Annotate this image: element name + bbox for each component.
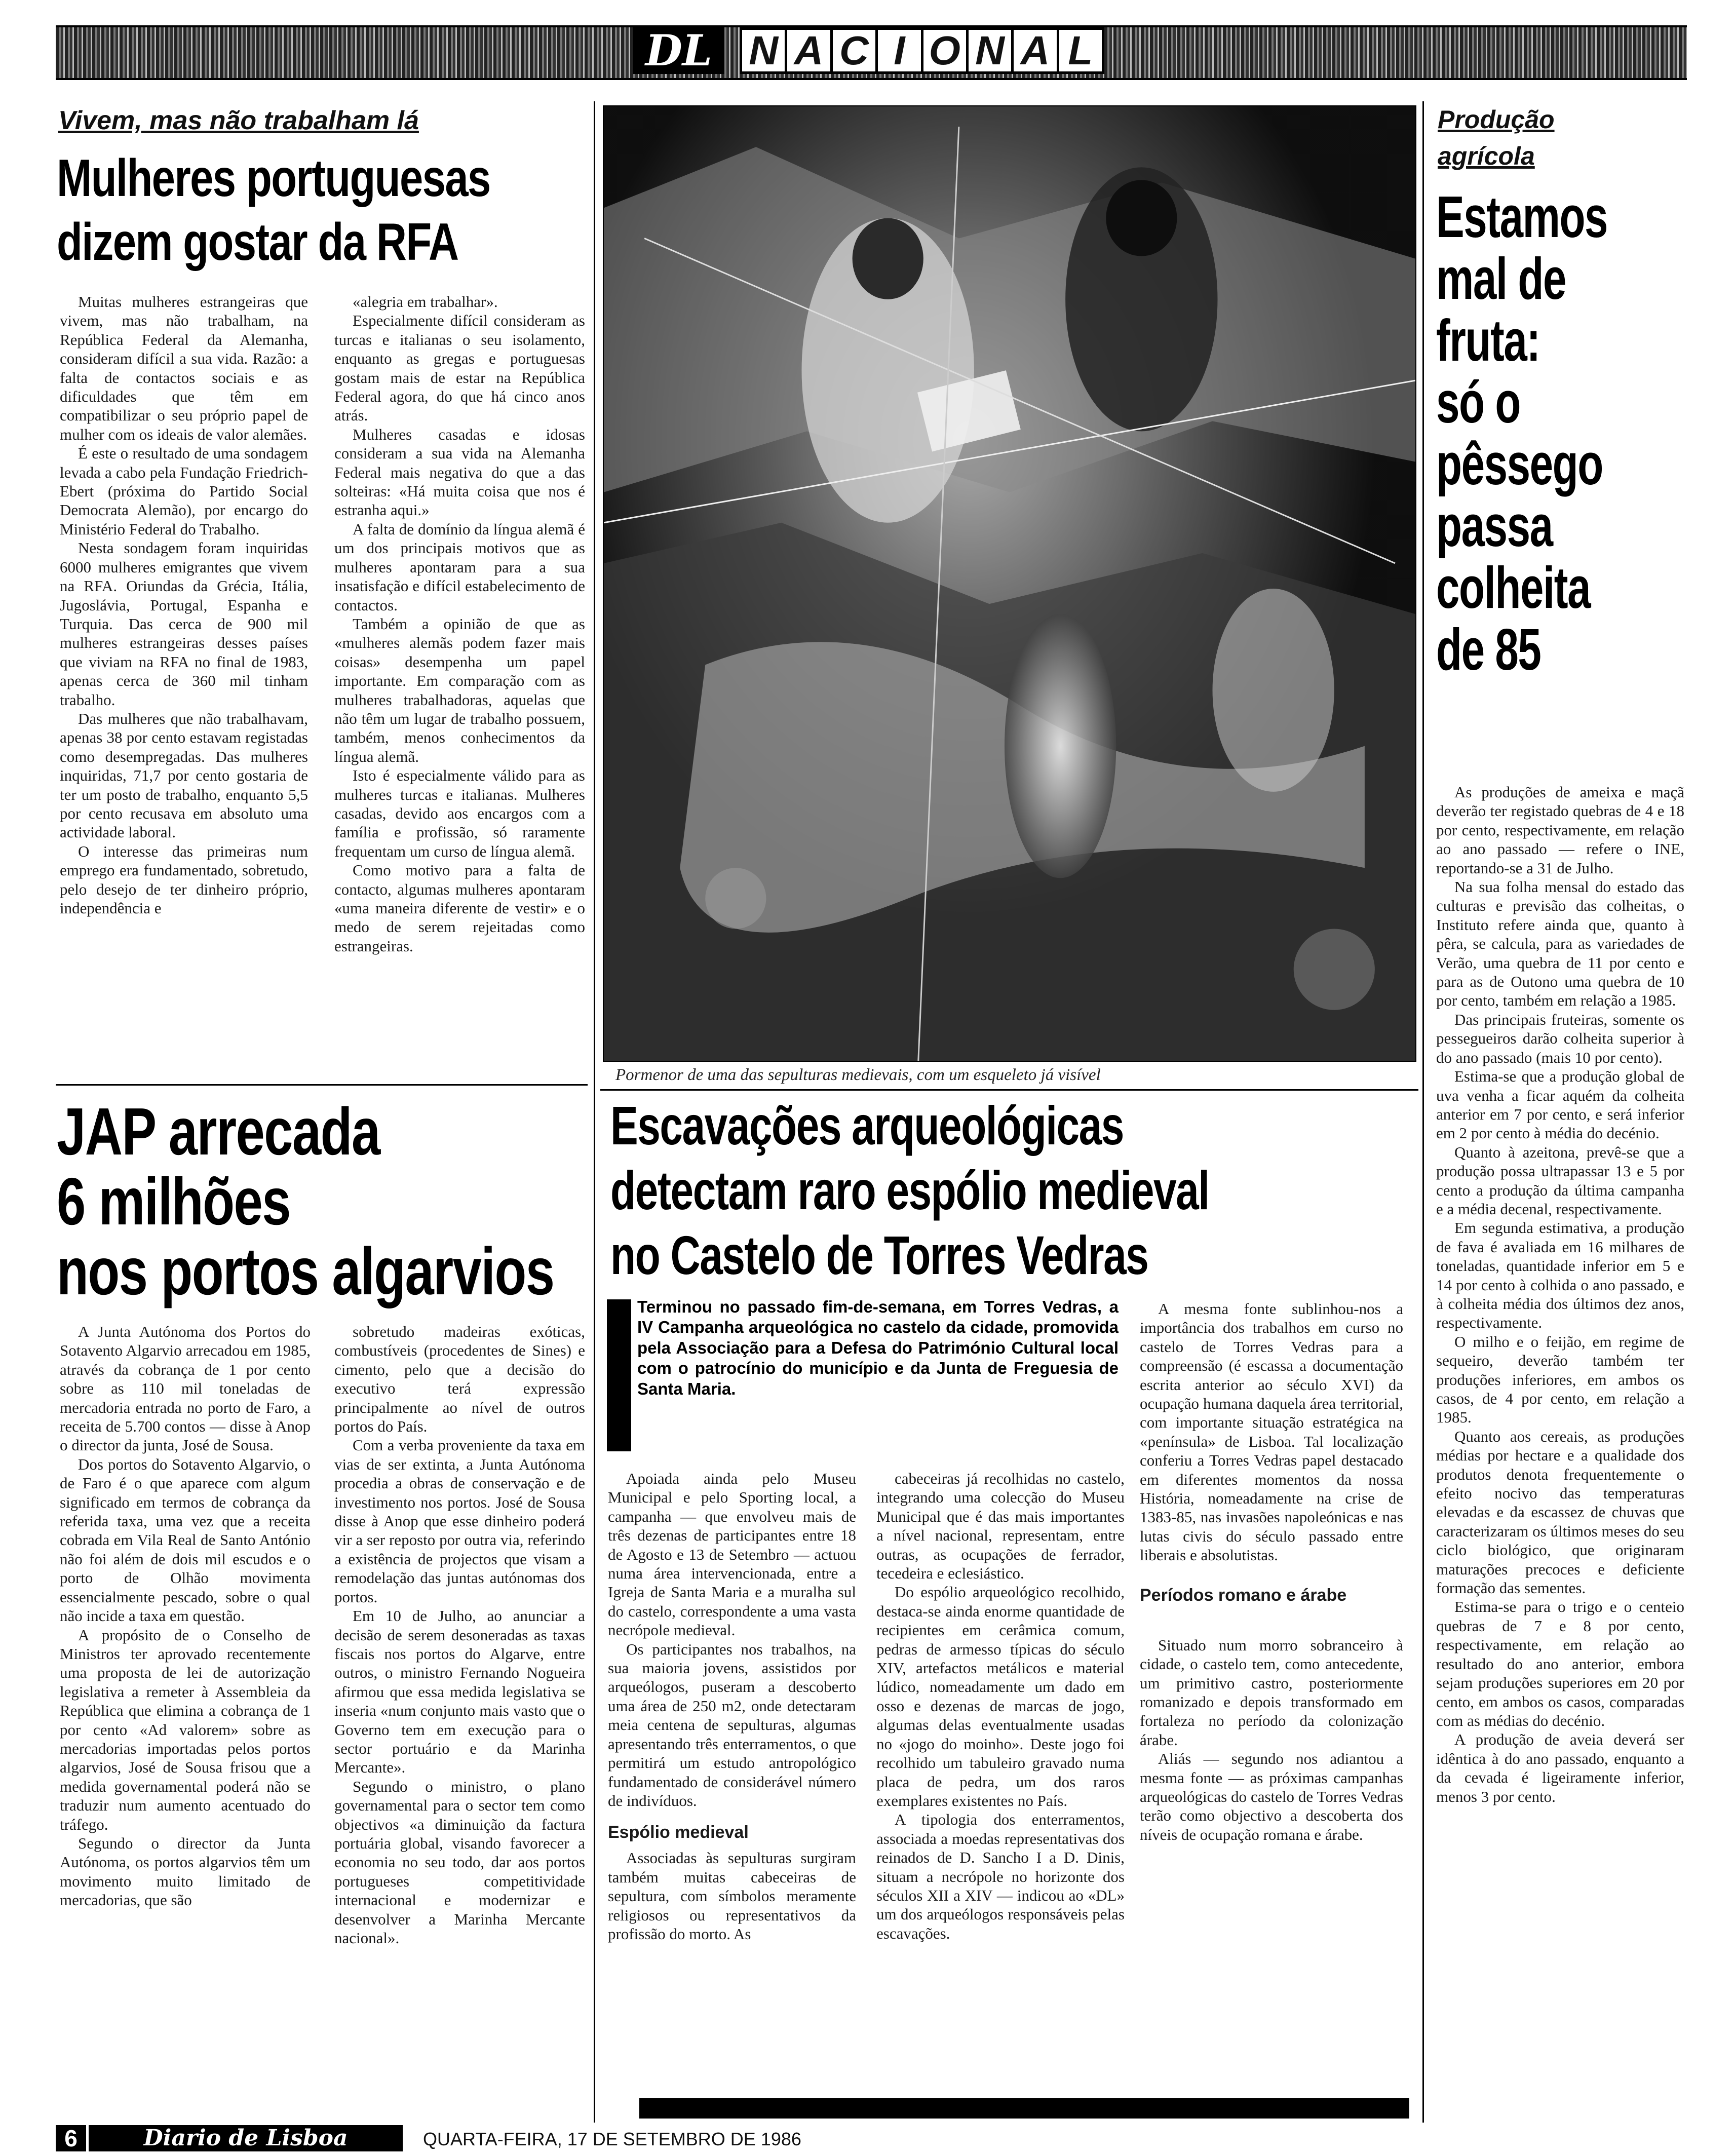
paragraph: Os participantes nos trabalhos, na sua maioria jovens, assistidos por arqueólogos, puseram a descoberto uma área de 250 m2, onde detectaram meia centena de sepulturas, algumas apresentando três enterramentos, o que permitirá um estudo antropológico fundamentado de considerável número de indivíduos. xyxy=(608,1640,856,1809)
rfa-column-2 xyxy=(334,292,585,1067)
paragraph: Quanto aos cereais, as produções médias por hectare e a qualidade dos produtos denota frequentemente o efeito nocivo das temperaturas elevadas e da escassez de chuvas que caracterizaram os últimos meses do seu ciclo biológico, que originaram maturações precoces e deficiente formação das sementes. xyxy=(1436,1427,1684,1597)
jap-headline-line: JAP arrecada xyxy=(57,1094,380,1169)
rfa-headline-line: Mulheres portuguesas xyxy=(57,149,490,208)
paragraph: Em 10 de Julho, ao anunciar a decisão de serem desoneradas as taxas fiscais nos portos do Algarve, entre outros, o ministro Fernando Nogueira afirmou que essa medida legislativa se inseria «num conjunto mais vasto que o Governo tem em execução para o sector portuário e da Marinha Mercante». xyxy=(334,1607,585,1777)
escavacoes-headline-line: no Castelo de Torres Vedras xyxy=(610,1224,1148,1286)
paragraph: A produção de aveia deverá ser idêntica à do ano passado, enquanto a da cevada é ligeiramente inferior, menos 3 por cento. xyxy=(1436,1730,1684,1805)
paragraph: cabeceiras já recolhidas no castelo, integrando uma colecção do Museu Municipal que é das mais importantes a nível nacional, representam, entre outras, as ocupações de ferrador, tecedeira e eclesiástico. xyxy=(876,1470,1125,1583)
fruta-kicker xyxy=(1438,101,1555,174)
escavacoes-headline xyxy=(610,1095,1209,1286)
paragraph: Do espólio arqueológico recolhido, destaca-se ainda enorme quantidade de recipientes em cerâmica comum, pedras de armesso típicas do século XIV, artefactos metálicos e material lúdico, nomeadamente um dado em osso e dezenas de marcas de jogo, algumas delas eventualmente usadas no «jogo do moinho». Deste jogo foi recolhido um tabuleiro gravado numa placa de pedra, um dos raros exemplares existentes no País. xyxy=(876,1583,1125,1809)
jap-headline-line: 6 milhões xyxy=(57,1164,290,1239)
fruta-column xyxy=(1436,783,1684,2120)
paragraph: As produções de ameixa e maçã deverão ter registado quebras de 4 e 18 por cento, respectivamente, em relação ao ano passado — refere o INE, reportando-se a 31 de Julho. xyxy=(1436,783,1684,877)
section-letter: N xyxy=(742,30,787,71)
paragraph: Situado num morro sobranceiro à cidade, o castelo tem, como antecedente, um primitivo castro, posteriormente romanizado e depois transformado em fortaleza no período da colonização árabe. xyxy=(1140,1636,1403,1749)
column-rule xyxy=(1422,101,1424,2123)
paragraph: Mulheres casadas e idosas consideram a sua vida na Alemanha Federal mais negativa do que a das solteiras: «Há muita coisa que nos é estranha aqui.» xyxy=(334,425,585,519)
fruta-headline-line: pêssego xyxy=(1436,431,1603,497)
fruta-kicker-line: Produção xyxy=(1438,105,1555,134)
paragraph: Na sua folha mensal do estado das culturas e previsão das colheitas, o Instituto refere ainda que, quanto à pêra, se calcula, para as variedades de Verão, uma quebra de 11 por cento e para as de Outono uma quebra de 10 por cento, também em relação a 1985. xyxy=(1436,878,1684,1010)
paragraph: Das mulheres que não trabalhavam, apenas 38 por cento estavam registadas como desempregadas. Das mulheres inquiridas, 71,7 por cento gostaria de ter um posto de trabalho, enquanto 5,5 por cento recusava em absoluto uma actividade laboral. xyxy=(60,709,308,841)
rfa-kicker: Vivem, mas não trabalham lá xyxy=(58,106,419,135)
paragraph: O milho e o feijão, em regime de sequeiro, deverão também ter produções inferiores, em ambos os casos, de 4 por cento, em relação a 1985. xyxy=(1436,1332,1684,1427)
section-label-nacional xyxy=(740,27,1104,74)
paragraph: Estima-se para o trigo e o centeio quebras de 7 e 8 por cento, respectivamente, em relação ao resultado do ano anterior, embora sejam produções superiores em 20 por cento, em ambos os casos, comparadas com as médias do decénio. xyxy=(1436,1598,1684,1729)
escavacoes-column-2 xyxy=(876,1469,1125,2097)
paragraph: Segundo o ministro, o plano governamental para o sector tem como objectivos «a diminuição da factura portuária global, visando favorecer a economia no seu todo, dar aos portos portugueses competitividade internacional e modernizar e desenvolver a Marinha Mercante nacional». xyxy=(334,1777,585,1947)
paragraph: É este o resultado de uma sondagem levada a cabo pela Fundação Friedrich-Ebert (próxima do Partido Social Democrata Alemão), por encargo do Ministério Federal do Trabalho. xyxy=(60,444,308,538)
excavation-photo xyxy=(603,105,1416,1062)
divider xyxy=(56,1084,588,1086)
divider xyxy=(600,1089,1418,1091)
fruta-headline-line: de 85 xyxy=(1436,617,1541,682)
dl-logo: DL xyxy=(633,27,724,74)
excavation-photo-image xyxy=(604,106,1415,1061)
rfa-headline-line: dizem gostar da RFA xyxy=(57,213,458,272)
paragraph: «alegria em trabalhar». xyxy=(353,293,498,311)
fruta-headline-line: Estamos xyxy=(1436,184,1608,250)
section-letter: I xyxy=(878,30,923,71)
subhead-periodos: Períodos romano e árabe xyxy=(1140,1585,1347,1605)
paragraph: Também a opinião de que as «mulheres alemãs podem fazer mais coisas» desempenha um papel importante. Em comparação com as mulheres trabalhadoras, aquelas que não têm um lugar de trabalho possuem, também, menos conhecimentos da língua alemã. xyxy=(334,614,585,765)
rfa-column-1 xyxy=(60,292,308,1067)
section-letter: N xyxy=(969,30,1014,71)
escavacoes-lead: Terminou no passado fim-de-semana, em Torres Vedras, a IV Campanha arqueológica no castelo da cidade, promovida pela Associação para a Defesa do Património Cultural local com o patrocínio do município e da Junta de Freguesia de Santa Maria. xyxy=(637,1297,1119,1398)
jap-column-2 xyxy=(334,1322,585,2112)
rfa-headline xyxy=(57,149,490,272)
page-number: 6 xyxy=(56,2125,86,2151)
paragraph: Com a verba proveniente da taxa em vias de ser extinta, a Junta Autónoma procedia a obras de conservação e de investimento nos portos. José de Sousa disse à Anop que esse dinheiro poderá vir a ser reposto por outra via, referindo a existência de projectos que visam a remodelação das juntas autónomas dos portos. xyxy=(334,1436,585,1606)
jap-headline-line: nos portos algarvios xyxy=(57,1234,554,1308)
column-rule xyxy=(594,101,595,2123)
paragraph: A tipologia dos enterramentos, associada a moedas representativas dos reinados de D. Sancho I a D. Dinis, situam a necrópole no horizonte dos séculos XII a XIV — indicou ao «DL» um dos arqueólogos responsáveis pelas escavações. xyxy=(876,1811,1125,1942)
paragraph: Segundo o director da Junta Autónoma, os portos algarvios têm um movimento muito limitado de mercadorias, que são xyxy=(60,1834,311,1909)
jap-headline xyxy=(57,1094,554,1308)
section-letter: A xyxy=(787,30,832,71)
escavacoes-headline-line: detectam raro espólio medieval xyxy=(610,1160,1209,1221)
newspaper-logo: Diario de Lisboa xyxy=(89,2125,403,2151)
bottom-black-bar xyxy=(639,2098,1409,2119)
fruta-kicker-line: agrícola xyxy=(1438,142,1535,170)
paragraph: A mesma fonte sublinhou-nos a importância dos trabalhos em curso no castelo de Torres Vedras para a compreensão (é escassa a documentação escrita anterior ao século XVI) da ocupação humana daquela área territorial, com importante situação estratégica na «península» de Lisboa. Tal localização conferiu a Torres Vedras papel destacado em diferentes momentos da nossa História, nomeadamente na crise de 1383-85, nas invasões napoleónicas e nas lutas civis do século passado entre liberais e absolutistas. xyxy=(1140,1300,1403,1564)
fruta-headline-line: colheita xyxy=(1436,555,1591,621)
lead-initial-bar xyxy=(607,1299,631,1451)
fruta-headline-line: só o xyxy=(1436,369,1520,435)
paragraph: Quanto à azeitona, prevê-se que a produção possa ultrapassar 13 e 5 por cento a produção da última campanha e a média decenal, respectivamente. xyxy=(1436,1143,1684,1218)
paragraph: Das principais fruteiras, somente os pessegueiros darão colheita superior à do ano passado (mais 10 por cento). xyxy=(1436,1010,1684,1066)
fruta-headline-line: passa xyxy=(1436,493,1553,559)
subhead-espolio: Espólio medieval xyxy=(608,1823,749,1842)
section-letter: L xyxy=(1068,28,1093,73)
paragraph: Isto é especialmente válido para as mulheres turcas e italianas. Mulheres casadas, devido aos encargos com a família e profissão, só raramente frequentam um curso de língua alemã. xyxy=(334,766,585,860)
issue-date: QUARTA-FEIRA, 17 DE SETEMBRO DE 1986 xyxy=(423,2129,801,2149)
paragraph: sobretudo madeiras exóticas, combustíveis (procedentes de Sines) e cimento, pelo que a decisão do executivo terá expressão principalmente ao nível de outros portos do País. xyxy=(334,1323,585,1436)
paragraph: Estima-se que a produção global de uva venha a ficar aquém da colheita anterior em 7 por cento, e será inferior em 2 por cento à média do decénio. xyxy=(1436,1067,1684,1142)
section-letter: C xyxy=(833,30,878,71)
paragraph: O interesse das primeiras num emprego era fundamentado, sobretudo, pelo desejo de ter dinheiro próprio, independência e xyxy=(60,842,308,917)
escavacoes-column-1 xyxy=(608,1469,856,2097)
jap-column-1 xyxy=(60,1322,311,2112)
paragraph: Aliás — segundo nos adiantou a mesma fonte — as próximas campanhas arqueológicas do castelo de Torres Vedras terão como objectivo a descoberta dos níveis de ocupação romana e árabe. xyxy=(1140,1750,1403,1843)
section-letter: A xyxy=(1014,30,1059,71)
paragraph: Associadas às sepulturas surgiram também muitas cabeceiras de sepultura, com símbolos meramente religiosos ou representativos da profissão do morto. As xyxy=(608,1849,856,1943)
escavacoes-column-3 xyxy=(1140,1299,1403,2097)
paragraph: Muitas mulheres estrangeiras que vivem, mas não trabalham, na República Federal da Alemanha, consideram difícil a sua vida. Razão: a falta de contactos sociais e as dificuldades que têm em compatibilizar o seu próprio papel de mulher com os ideais de valor alemães. xyxy=(60,293,308,443)
fruta-headline-line: fruta: xyxy=(1436,307,1540,373)
fruta-headline xyxy=(1436,184,1608,682)
paragraph: A propósito de o Conselho de Ministros ter aprovado recentemente uma proposta de lei de autorização legislativa a remeter à Assembleia da República que elimina a cobrança de 1 por cento «Ad valorem» sobre as mercadorias importadas pelos portos algarvios, José de Sousa frisou que a medida governamental poderá não se traduzir num aumento acentuado do tráfego. xyxy=(60,1626,311,1833)
paragraph: A falta de domínio da língua alemã é um dos principais motivos que as mulheres apontaram para a sua insatisfação e difícil estabelecimento de contactos. xyxy=(334,520,585,614)
paragraph: A Junta Autónoma dos Portos do Sotavento Algarvio arrecadou em 1985, através da cobrança de 1 por cento sobre as 110 mil toneladas de mercadoria entrada no porto de Faro, a receita de 5.700 contos — disse à Anop o director da junta, José de Sousa. xyxy=(60,1323,311,1454)
paragraph: Como motivo para a falta de contacto, algumas mulheres apontaram «uma maneira diferente de vestir» e o medo de serem rejeitadas como estrangeiras. xyxy=(334,861,585,955)
paragraph: Especialmente difícil consideram as turcas e italianas o seu isolamento, enquanto as gregas e portuguesas gostam mais de estar na República Federal agora, do que há cinco anos atrás. xyxy=(334,312,585,425)
photo-caption: Pormenor de uma das sepulturas medievais, com um esqueleto já visível xyxy=(615,1066,1101,1084)
paragraph: Apoiada ainda pelo Museu Municipal e pelo Sporting local, a campanha — que envolveu mais de três dezenas de participantes entre 18 de Agosto e 13 de Setembro — actuou numa área intervencionada, entre a Igreja de Santa Maria e a muralha sul do castelo, correspondente a uma vasta necrópole medieval. xyxy=(608,1470,856,1639)
paragraph: Dos portos do Sotavento Algarvio, o de Faro é o que aparece com algum significado em termos de cobrança da referida taxa, uma vez que a receita cobrada em Vila Real de Santo António não foi além de dois mil escudos e o porto de Olhão movimenta essencialmente pescado, sobre o qual não incide a taxa em questão. xyxy=(60,1455,311,1625)
paragraph: Nesta sondagem foram inquiridas 6000 mulheres emigrantes que vivem na RFA. Oriundas da Grécia, Itália, Jugoslávia, Portugal, Espanha e Turquia. Das cerca de 900 mil mulheres estrangeiras desses países que viviam na RFA no final de 1983, apenas cerca de 360 mil tinham trabalho. xyxy=(60,539,308,709)
paragraph: Em segunda estimativa, a produção de fava é avaliada em 16 milhares de toneladas, quantidade inferior em 5 e 14 por cento à colhida o ano passado, e à colheita média dos últimos dez anos, respectivamente. xyxy=(1436,1219,1684,1332)
escavacoes-headline-line: Escavações arqueológicas xyxy=(610,1095,1124,1156)
section-letter: O xyxy=(923,30,969,71)
fruta-headline-line: mal de xyxy=(1436,246,1566,312)
